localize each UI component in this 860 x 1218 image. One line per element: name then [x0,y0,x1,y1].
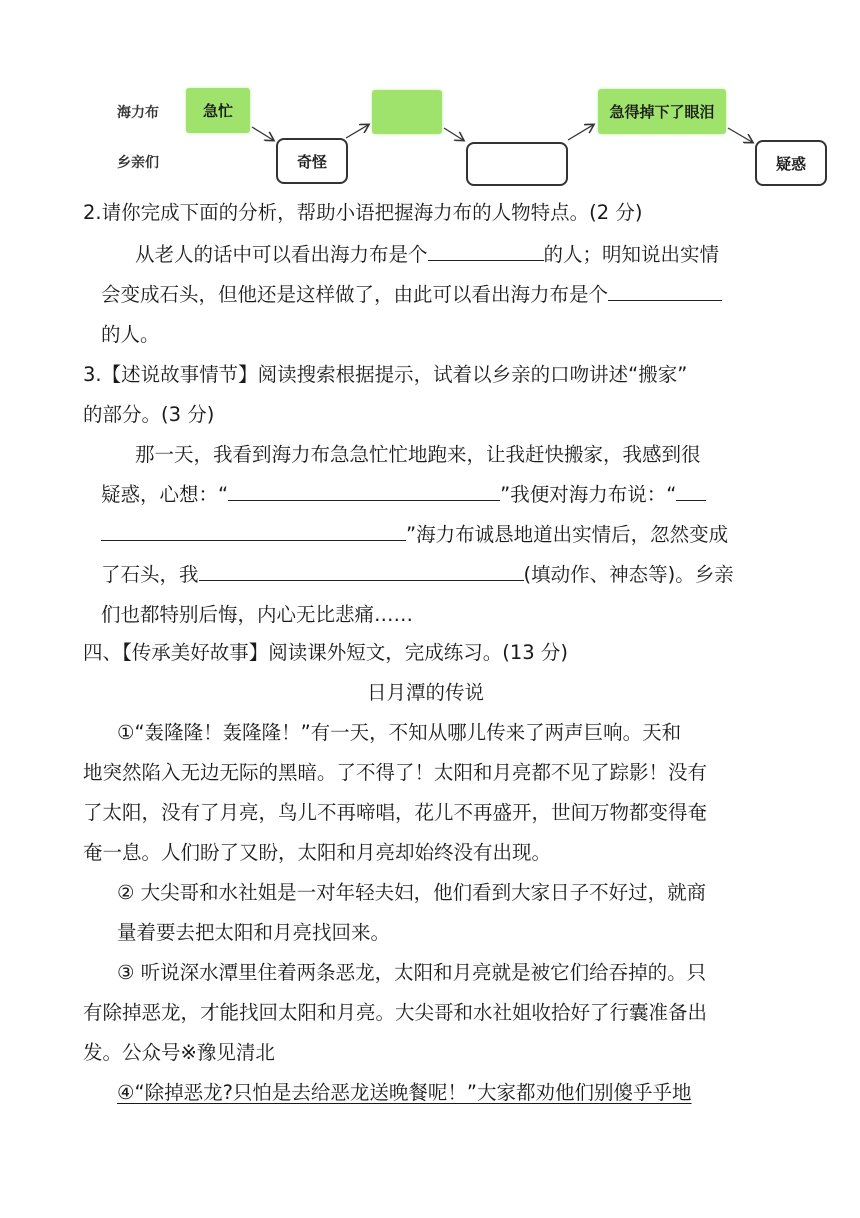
story-para1-line3: 了太阳，没有了月亮，鸟儿不再啼唱，花儿不再盛开，世间万物都变得奄 [83,801,708,824]
arrow-5 [728,128,752,142]
q3-para-line4 [101,560,734,590]
q3-para-line5: 们也都特别后悔，内心无比悲痛…… [101,603,414,626]
story-para3-line3: 发。公众号※豫见清北 [83,1041,275,1064]
q3-answer-blank-1[interactable] [228,480,500,501]
diagram-row1-label: 海力布 [117,105,159,121]
diagram-box-hurry: 急忙 [186,88,250,133]
section4-heading: 四、【传承美好故事】阅读课外短文，完成练习。(13 分) [83,641,568,664]
diagram-box-puzzled: 疑惑 [755,140,827,186]
q2-line1 [135,240,719,270]
story-para1-line4: 奄一息。人们盼了又盼，太阳和月亮却始终没有出现。 [83,841,552,864]
q2-line3: 的人。 [101,323,160,346]
diagram-box-tears: 急得掉下了眼泪 [598,89,726,134]
story-para3-line1: ③ 听说深水潭里住着两条恶龙，太阳和月亮就是被它们给吞掉的。只 [117,961,707,984]
q2-answer-blank-1[interactable] [428,240,544,261]
story-para2-line2: 量着要去把太阳和月亮找回来。 [117,921,391,944]
diagram-box-strange: 奇怪 [276,138,348,184]
q2-title: 2.请你完成下面的分析，帮助小语把握海力布的人物特点。(2 分) [83,201,643,224]
q2-line1-a: 从老人的话中可以看出海力布是个 [135,243,428,266]
story-para4-quote: “除掉恶龙?只怕是去给恶龙送晚餐呢！” [134,1081,478,1104]
q3-para-line3 [101,520,728,550]
q2-line1-b: 的人；明知说出实情 [543,243,720,266]
story-para1-line2: 地突然陷入无边无际的黑暗。了不得了！太阳和月亮都不见了踪影！没有 [83,761,708,784]
q3-para-line1: 那一天，我看到海力布急急忙忙地跑来，让我赶快搬家，我感到很 [135,443,701,466]
q3-para-line2-a: 疑惑，心想：“ [101,483,229,506]
q3-para-line3-text: ”海力布诚恳地道出实情后，忽然变成 [406,523,729,546]
story-para4-line1 [117,1078,692,1108]
diagram-row2-label: 乡亲们 [117,155,159,171]
diagram-arrows [0,0,860,200]
q3-title-2: 的部分。(3 分) [83,403,215,426]
q3-title-1: 3.【述说故事情节】阅读搜索根据提示，试着以乡亲的口吻讲述“搬家” [83,363,688,386]
arrow-2 [346,125,368,138]
story-para1-line1: ①“轰隆隆！轰隆隆！”有一天，不知从哪儿传来了两声巨响。天和 [117,721,682,744]
arrow-4 [568,125,593,140]
story-para2-line1: ② 大尖哥和水社姐是一对年轻夫妇，他们看到大家日子不好过，就商 [117,881,707,904]
q3-answer-blank-3[interactable] [101,520,406,541]
q3-para-line2 [101,480,706,510]
q3-answer-blank-2[interactable] [676,480,706,501]
q2-line2-text: 会变成石头，但他还是这样做了，由此可以看出海力布是个 [101,283,609,306]
arrow-1 [252,127,273,140]
arrow-3 [444,128,463,140]
story-para4-rest: 大家都劝他们别傻乎乎地 [477,1081,692,1104]
q3-para-line4-a: 了石头，我 [101,563,199,586]
story-title: 日月潭的传说 [367,681,485,704]
story-para4-number: ④ [117,1081,135,1104]
q2-answer-blank-2[interactable] [608,280,722,301]
q3-para-line2-b: ”我便对海力布说：“ [500,483,677,506]
q2-line2 [101,280,722,310]
q3-answer-blank-4[interactable] [199,560,524,581]
q3-para-line4-b: (填动作、神态等)。乡亲 [523,563,734,586]
story-para3-line2: 有除掉恶龙，才能找回太阳和月亮。大尖哥和水社姐收拾好了行囊准备出 [83,1001,708,1024]
